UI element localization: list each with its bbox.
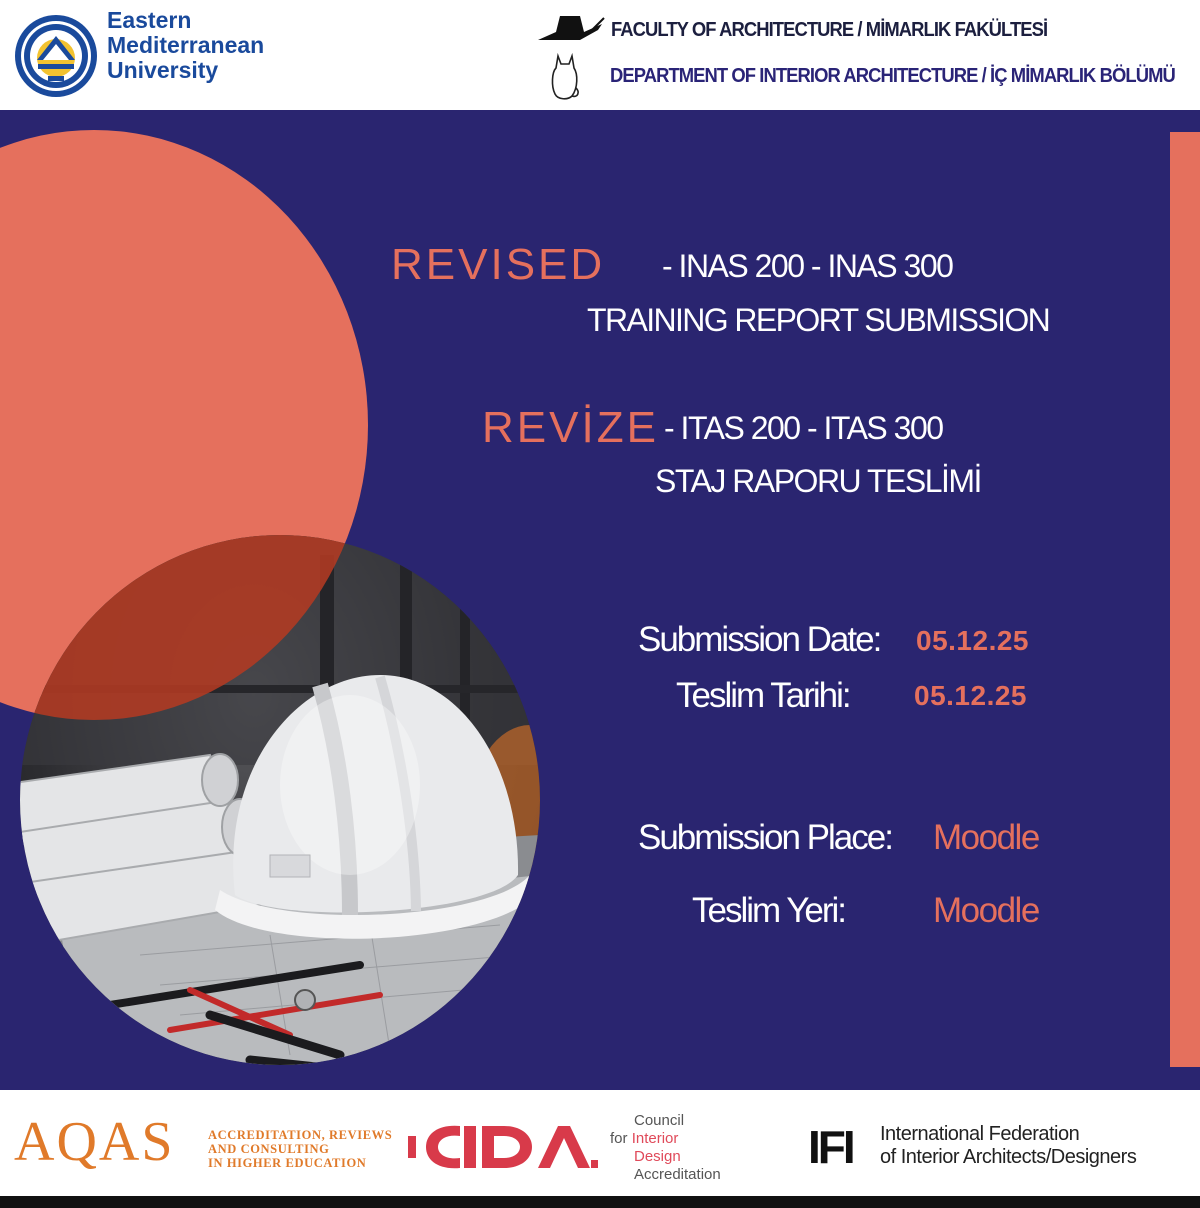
council-line: Council	[634, 1112, 685, 1129]
council-line: Accreditation	[634, 1166, 721, 1183]
submission-place-value: Moodle	[933, 818, 1039, 857]
aqas-logo: AQAS	[14, 1111, 175, 1173]
faculty-hat-icon	[536, 10, 606, 46]
council-interior: Interior	[631, 1130, 679, 1147]
submission-date-label: Submission Date:	[638, 620, 881, 659]
accreditation-footer	[0, 1090, 1200, 1196]
council-line: Design	[634, 1148, 681, 1165]
announcement-poster	[0, 110, 1200, 1090]
inas-courses: - INAS 200 - INAS 300	[662, 248, 953, 284]
training-title: TRAINING REPORT SUBMISSION	[587, 302, 1050, 338]
hard-hat-illustration	[20, 535, 540, 1065]
faculty-name: FACULTY OF ARCHITECTURE / MİMARLIK FAKÜLTESİ	[611, 19, 1048, 41]
accent-side-bar	[1170, 132, 1200, 1067]
submission-date-value: 05.12.25	[916, 625, 1029, 656]
university-name-line: Eastern	[107, 7, 192, 33]
revize-label: REVİZE	[482, 403, 659, 452]
teslim-tarihi-label: Teslim Tarihi:	[676, 676, 850, 715]
header	[0, 0, 1200, 110]
cida-council-text	[610, 1112, 721, 1184]
aqas-tagline	[208, 1128, 392, 1170]
university-name	[107, 8, 264, 83]
ifi-name-line: International Federation	[880, 1123, 1080, 1145]
revised-label: REVISED	[391, 240, 606, 289]
university-name-line: University	[107, 57, 219, 83]
ifi-logo: IFI	[808, 1121, 853, 1173]
submission-place-label: Submission Place:	[638, 818, 892, 857]
aqas-tagline-line: IN HIGHER EDUCATION	[208, 1156, 367, 1170]
council-for: for	[610, 1130, 628, 1147]
hard-hat-photo	[20, 535, 540, 1065]
aqas-tagline-line: ACCREDITATION, REVIEWS	[208, 1128, 393, 1142]
cida-logo	[408, 1114, 598, 1178]
university-name-line: Mediterranean	[107, 32, 265, 58]
ifi-name-line: of Interior Architects/Designers	[880, 1146, 1137, 1168]
department-name: DEPARTMENT OF INTERIOR ARCHITECTURE / İÇ MİMARLIK BÖLÜMÜ	[610, 65, 1175, 87]
emu-seal-icon	[14, 14, 98, 98]
staj-title: STAJ RAPORU TESLİMİ	[655, 463, 981, 499]
teslim-yeri-label: Teslim Yeri:	[692, 891, 846, 930]
itas-courses: - ITAS 200 - ITAS 300	[664, 410, 943, 446]
council-line	[610, 1130, 721, 1148]
bottom-bar	[0, 1196, 1200, 1208]
cat-icon	[546, 52, 584, 102]
teslim-tarihi-value: 05.12.25	[914, 680, 1027, 711]
ifi-name	[880, 1123, 1136, 1169]
aqas-tagline-line: AND CONSULTING	[208, 1142, 330, 1156]
teslim-yeri-value: Moodle	[933, 891, 1039, 930]
